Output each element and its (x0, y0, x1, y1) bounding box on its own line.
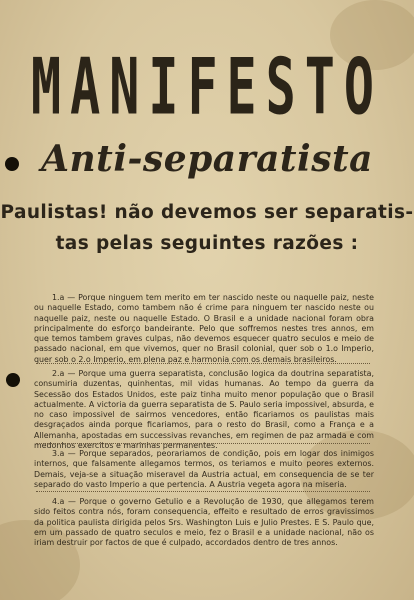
paragraph-4: 4.a — Porque o governo Getulio e a Revolução de 1930, que allegamos terem sido feitos contra nós, foram consequencia, effeito e resultado de erros gravissimos da politica paulista dirigida pelos Srs. Washington Luis e Julio Prestes. E S. Paulo que, em um passado de quatro seculos e meio, fez o Brasil e a unidade nacional, não os iriam destruir por factos de que é culpado, accordados dentro de tres annos. (34, 497, 374, 548)
paragraph-3: 3.a — Porque separados, peorariamos de condição, pois em logar dos inimigos internos, que falsamente allegamos termos, os teriamos e muito peores externos. Demais, veja-se a situação miseravel da Austria actual, em consequencia de se ter separado do vasto Imperio a que pertencia. A Austria vegeta agora na miseria. (34, 449, 374, 489)
heading-line-2: tas pelas seguintes razões : (55, 233, 359, 254)
document-subtitle: Anti-separatista (41, 138, 373, 180)
section-divider (36, 443, 370, 444)
heading-line-1: Paulistas! não devemos ser separatis- (0, 202, 414, 223)
punch-hole (6, 373, 20, 387)
paragraph-2: 2.a — Porque uma guerra separatista, conclusão logica da doutrina separatista, consumiria duzentas, quinhentas, mil vidas humanas. Ao tempo da guerra da Secessão dos Estados Unidos, este paiz tinha muito menor população que o Brasil actualmente. A victoria da guerra separatista de S. Paulo seria impossivel, absurda, e no caso impossivel de sairmos vencedores, então ficariamos os paulistas mais desgraçados ainda porque ficariamos, para o resto do Brasil, como a França e a Allemanha, apostadas em successivas revanches, em regimen de paz armada e com medonhos exercitos e marinhas permanentes. (34, 369, 374, 451)
section-divider (36, 363, 370, 364)
section-divider (36, 491, 370, 492)
document-title: MANIFESTO (31, 42, 383, 132)
paragraph-1: 1.a — Porque ninguem tem merito em ter nascido neste ou naquelle paiz, neste ou naquelle Estado, como tambem não é crime para ninguem ter nascido neste ou naquelle paiz, neste ou naquelle Estado. O Brasil e a unidade nacional foram obra principalmente do esforço bandeirante. Pelo que soffremos nestes tres annos, em que temos tambem graves culpas, não devemos esquecer quatro seculos e meio de passado nacional, em que vivemos, quer no Brasil colonial, quer sob o 1.o Imperio, quer sob o 2.o Imperio, em plena paz e harmonia com os demais brasileiros. (34, 293, 374, 364)
